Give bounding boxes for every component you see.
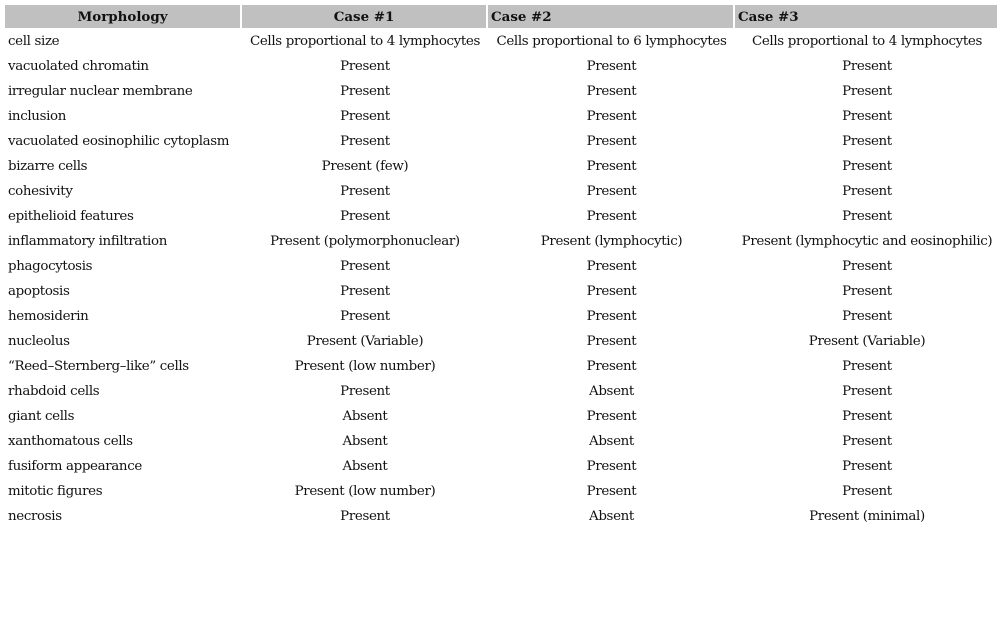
case-1-value: Absent (342, 459, 388, 474)
case-1-value: Present (Variable) (306, 334, 424, 349)
case-2-value: Present (586, 409, 637, 424)
table-row (5, 205, 997, 228)
case-1-value: Cells proportional to 4 lymphocytes (249, 34, 481, 49)
case-3-value: Present (842, 134, 892, 149)
case-3-value: Present (842, 84, 892, 99)
case-3-value: Present (842, 459, 892, 474)
table-row (5, 480, 997, 503)
row-label: vacuolated eosinophilic cytoplasm (8, 134, 230, 149)
case-1-value: Present (polymorphonuclear) (270, 234, 460, 249)
row-label: irregular nuclear membrane (8, 84, 193, 99)
case-1-value: Present (340, 109, 390, 124)
case-1-value: Present (340, 384, 390, 399)
case-2-value: Absent (589, 509, 634, 524)
table-row (5, 230, 997, 253)
case-3-value: Present (842, 59, 892, 74)
case-3-value: Present (842, 109, 892, 124)
row-label: epithelioid features (8, 209, 134, 224)
row-label: bizarre cells (8, 159, 88, 174)
case-2-value: Present (586, 259, 637, 274)
row-label: cohesivity (8, 184, 73, 199)
row-label: inflammatory infiltration (8, 234, 167, 249)
case-2-value: Present (586, 459, 637, 474)
case-1-value: Present (340, 134, 390, 149)
table-row (5, 330, 997, 353)
case-1-value: Present (340, 59, 390, 74)
row-label: apoptosis (8, 284, 70, 299)
case-3-value: Present (842, 259, 892, 274)
table-row (5, 430, 997, 453)
table-row (5, 380, 997, 403)
case-3-value: Cells proportional to 4 lymphocytes (751, 34, 983, 49)
table-body (5, 30, 997, 528)
row-label: phagocytosis (8, 259, 93, 274)
case-3-value: Present (842, 434, 892, 449)
header-case-3: Case #3 (735, 5, 997, 28)
case-3-value: Present (842, 484, 892, 499)
row-label: giant cells (8, 409, 75, 424)
case-2-value: Present (586, 334, 637, 349)
case-1-value: Present (low number) (294, 359, 436, 374)
case-3-value: Present (Variable) (808, 334, 926, 349)
row-label: rhabdoid cells (8, 384, 100, 399)
row-label: mitotic figures (8, 484, 103, 499)
case-3-value: Present (842, 184, 892, 199)
case-2-value: Absent (589, 434, 634, 449)
case-2-value: Present (586, 159, 637, 174)
row-label: xanthomatous cells (8, 434, 133, 449)
row-label: fusiform appearance (8, 459, 142, 474)
table-row (5, 180, 997, 203)
case-2-value: Present (586, 209, 637, 224)
case-3-value: Present (lymphocytic and eosinophilic) (741, 234, 993, 249)
header-case-1: Case #1 (242, 5, 486, 28)
table-row (5, 30, 997, 53)
table-row (5, 255, 997, 278)
case-2-value: Cells proportional to 6 lymphocytes (496, 34, 727, 49)
case-2-value: Present (586, 284, 637, 299)
case-1-value: Present (few) (321, 159, 409, 174)
case-1-value: Present (340, 284, 390, 299)
case-2-value: Present (586, 309, 637, 324)
case-3-value: Present (minimal) (809, 509, 925, 524)
case-3-value: Present (842, 409, 892, 424)
case-2-value: Present (586, 109, 637, 124)
case-1-value: Present (low number) (294, 484, 436, 499)
table-row (5, 305, 997, 328)
row-label: hemosiderin (8, 309, 89, 324)
table-row (5, 80, 997, 103)
case-2-value: Present (586, 484, 637, 499)
case-1-value: Present (340, 84, 390, 99)
row-label: inclusion (8, 109, 67, 124)
table-row (5, 130, 997, 153)
case-1-value: Present (340, 509, 390, 524)
case-1-value: Present (340, 209, 390, 224)
table-row (5, 355, 997, 378)
row-label: vacuolated chromatin (8, 59, 149, 74)
case-2-value: Present (586, 59, 637, 74)
header-morphology: Morphology (5, 5, 240, 28)
table-row (5, 405, 997, 428)
row-label: necrosis (8, 509, 62, 524)
header-case-2: Case #2 (488, 5, 733, 28)
table-row (5, 155, 997, 178)
case-3-value: Present (842, 159, 892, 174)
case-2-value: Absent (589, 384, 634, 399)
case-2-value: Present (586, 184, 637, 199)
case-2-value: Present (lymphocytic) (540, 234, 683, 249)
case-3-value: Present (842, 209, 892, 224)
case-3-value: Present (842, 384, 892, 399)
table-row (5, 505, 997, 528)
case-1-value: Present (340, 309, 390, 324)
header-row (5, 5, 997, 28)
case-1-value: Absent (342, 434, 388, 449)
table-row (5, 55, 997, 78)
case-2-value: Present (586, 359, 637, 374)
row-label: nucleolus (8, 334, 70, 349)
case-3-value: Present (842, 284, 892, 299)
case-1-value: Present (340, 184, 390, 199)
case-3-value: Present (842, 309, 892, 324)
table-row (5, 455, 997, 478)
case-1-value: Present (340, 259, 390, 274)
row-label: cell size (8, 34, 60, 49)
case-2-value: Present (586, 134, 637, 149)
morphology-table (3, 3, 999, 530)
table-row (5, 105, 997, 128)
case-1-value: Absent (342, 409, 388, 424)
row-label: “Reed–Sternberg–like” cells (8, 359, 189, 374)
table-row (5, 280, 997, 303)
case-2-value: Present (586, 84, 637, 99)
case-3-value: Present (842, 359, 892, 374)
